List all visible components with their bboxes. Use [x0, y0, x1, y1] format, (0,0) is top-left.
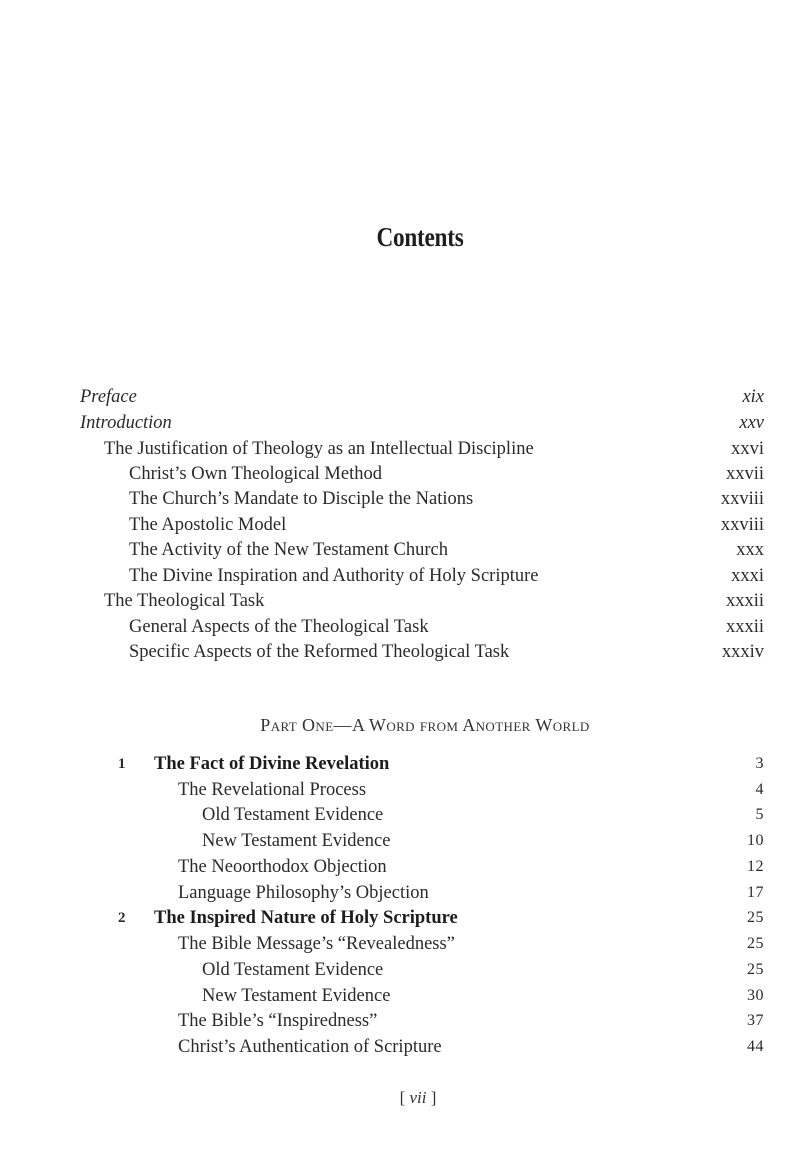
toc-entry-preface[interactable] — [0, 384, 800, 410]
toc-entry[interactable] — [0, 931, 800, 957]
chapter-number: 1 — [118, 756, 126, 772]
toc-entry-label: The Neoorthodox Objection — [178, 857, 387, 877]
toc-entry[interactable] — [0, 1008, 800, 1034]
toc-entry-page: xxvii — [725, 464, 764, 484]
toc-entry-label: New Testament Evidence — [202, 986, 391, 1006]
toc-chapter-1[interactable] — [0, 751, 800, 777]
toc-entry-label: Christ’s Authentication of Scripture — [178, 1037, 442, 1057]
toc-entry[interactable] — [0, 777, 800, 803]
toc-entry-label: The Divine Inspiration and Authority of Holy Scripture — [129, 566, 539, 586]
toc-entry-page: xxxii — [725, 617, 764, 637]
toc-entry-label: The Bible’s “Inspiredness” — [178, 1011, 378, 1031]
toc-entry-page: xix — [742, 387, 764, 407]
toc-entry[interactable] — [0, 537, 800, 563]
toc-entry-label: Christ’s Own Theological Method — [129, 464, 382, 484]
toc-entry[interactable] — [0, 563, 800, 589]
toc-entry[interactable] — [0, 880, 800, 906]
toc-entry[interactable] — [0, 614, 800, 640]
toc-entry-label: Specific Aspects of the Reformed Theological Task — [129, 642, 510, 662]
toc-entry-page: 12 — [747, 858, 764, 875]
folio-close-bracket: ] — [430, 1088, 437, 1107]
toc-entry-label: General Aspects of the Theological Task — [129, 617, 429, 637]
toc-entry-page: xxxii — [725, 591, 764, 611]
toc-entry[interactable] — [0, 983, 800, 1009]
folio-open-bracket: [ — [399, 1088, 406, 1107]
toc-entry-page: xxv — [739, 413, 764, 433]
toc-entry-page: 30 — [747, 987, 764, 1004]
toc-entry-page: 44 — [747, 1038, 764, 1055]
folio-number: vii — [409, 1088, 427, 1107]
toc-entry[interactable] — [0, 854, 800, 880]
toc-entry-introduction[interactable] — [0, 410, 800, 436]
toc-entry[interactable] — [0, 486, 800, 512]
toc-entry[interactable] — [0, 802, 800, 828]
toc-entry-label: The Theological Task — [104, 591, 265, 611]
toc-entry[interactable] — [0, 436, 800, 462]
toc-entry[interactable] — [0, 639, 800, 665]
toc-entry-page: xxvi — [731, 439, 764, 459]
toc-entry-page: xxxiv — [721, 642, 764, 662]
toc-entry-label: The Justification of Theology as an Intellectual Discipline — [104, 439, 534, 459]
chapter-title: The Inspired Nature of Holy Scripture — [154, 908, 458, 928]
toc-entry-page: xxx — [736, 540, 764, 560]
toc-entry-page: 37 — [747, 1012, 764, 1029]
toc-entry[interactable] — [0, 1034, 800, 1060]
toc-entry-page: xxviii — [720, 515, 764, 535]
toc-entry-page: 25 — [747, 961, 764, 978]
toc-entry-page: 25 — [747, 909, 764, 926]
toc-entry[interactable] — [0, 588, 800, 614]
toc-entry-page: xxviii — [720, 489, 764, 509]
toc-entry[interactable] — [0, 957, 800, 983]
toc-entry-label: Introduction — [80, 413, 172, 433]
toc-entry-label: The Activity of the New Testament Church — [129, 540, 448, 560]
toc-entry-page: 10 — [747, 832, 764, 849]
part-heading: Part One—A Word from Another World — [260, 715, 590, 735]
page-title: Contents — [376, 222, 464, 252]
toc-entry-page: 4 — [755, 781, 764, 798]
toc-entry-page: 17 — [747, 884, 764, 901]
toc-entry-label: Language Philosophy’s Objection — [178, 883, 429, 903]
toc-entry-page: xxxi — [731, 566, 764, 586]
toc-entry[interactable] — [0, 828, 800, 854]
toc-entry-label: New Testament Evidence — [202, 831, 391, 851]
page-folio — [0, 1088, 800, 1108]
toc-entry-page: 25 — [747, 935, 764, 952]
toc-entry[interactable] — [0, 512, 800, 538]
toc-entry-page: 3 — [755, 755, 764, 772]
toc-chapter-2[interactable] — [0, 905, 800, 931]
chapter-number: 2 — [118, 910, 126, 926]
toc-entry-label: Preface — [80, 387, 137, 407]
toc-entry-label: The Apostolic Model — [129, 515, 287, 535]
toc-entry-label: Old Testament Evidence — [202, 960, 384, 980]
toc-entry-label: Old Testament Evidence — [202, 805, 384, 825]
toc-entry[interactable] — [0, 461, 800, 487]
toc-entry-label: The Revelational Process — [178, 780, 367, 800]
toc-entry-page: 5 — [755, 806, 764, 823]
toc-entry-label: The Church’s Mandate to Disciple the Nations — [129, 489, 474, 509]
toc-entry-label: The Bible Message’s “Revealedness” — [178, 934, 455, 954]
chapter-title: The Fact of Divine Revelation — [154, 754, 390, 774]
